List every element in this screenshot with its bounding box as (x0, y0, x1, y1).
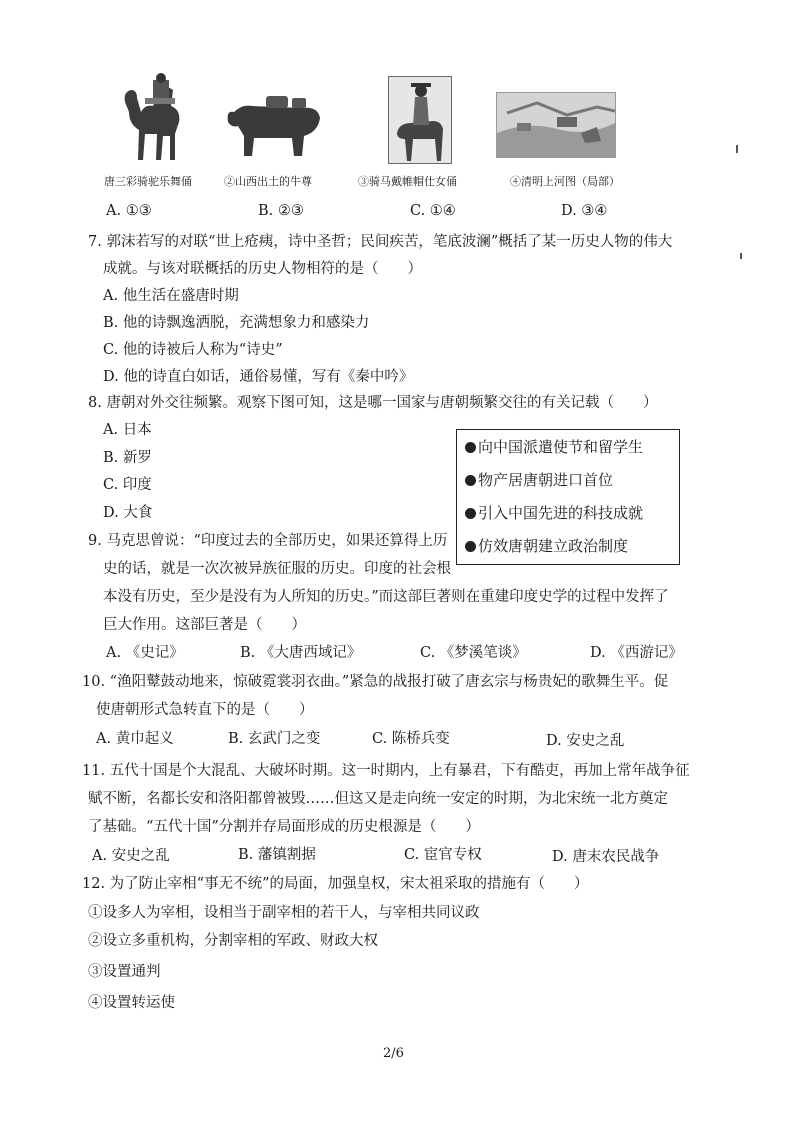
q8-record-box (456, 429, 680, 565)
page-number: 2/6 (383, 1046, 404, 1061)
q9-option-c: C. 《梦溪笔谈》 (420, 645, 527, 661)
q10-option-c: C. 陈桥兵变 (372, 731, 450, 747)
q8-option-d: D. 大食 (103, 505, 153, 521)
q10-option-d: D. 安史之乱 (546, 733, 625, 749)
q11-stem: 11. 五代十国是个大混乱、大破坏时期。这一时期内，上有暴君，下有酷吏，再加上常年战争征 (82, 763, 690, 779)
q12-item-1: ①设多人为宰相，设相当于副宰相的若干人，与宰相共同议政 (88, 905, 480, 921)
q8-option-a: A. 日本 (103, 422, 152, 438)
q6-option-a: A. ①③ (106, 203, 152, 219)
q7-option-d: D. 他的诗直白如话，通俗易懂，写有《秦中吟》 (103, 369, 414, 385)
q8-record-item: 物产居唐朝进口首位 (465, 469, 613, 490)
ox-vessel-icon (222, 92, 332, 160)
q7-option-c: C. 他的诗被后人称为“诗史” (103, 342, 283, 358)
q7-option-a: A. 他生活在盛唐时期 (103, 288, 239, 304)
camel-figurine-icon (115, 72, 190, 164)
q12-item-3: ③设置通判 (88, 964, 161, 980)
q6-option-b: B. ②③ (258, 203, 304, 219)
q10-stem-cont: 使唐朝形式急转直下的是（ ） (96, 702, 314, 718)
q10-stem: 10. “渔阳鼙鼓动地来，惊破霓裳羽衣曲。”紧急的战报打破了唐玄宗与杨贵妃的歌舞生平。促 (82, 674, 669, 690)
q8-stem: 8. 唐朝对外交往频繁。观察下图可知，这是哪一国家与唐朝频繁交往的有关记载（ ） (88, 395, 658, 411)
q12-item-2: ②设立多重机构，分割宰相的军政、财政大权 (88, 933, 378, 949)
horse-rider-image (388, 76, 452, 164)
bullet-dot-icon (465, 541, 476, 552)
q12-stem: 12. 为了防止宰相“事无不统”的局面，加强皇权，宋太祖采取的措施有（ ） (82, 876, 589, 892)
image-caption-3: ③骑马戴帷帽仕女俑 (358, 175, 457, 188)
scan-speck (740, 253, 742, 259)
q7-stem-cont: 成就。与该对联概括的历史人物相符的是（ ） (103, 261, 422, 277)
q8-record-item: 向中国派遣使节和留学生 (465, 436, 643, 457)
q12-item-4: ④设置转运使 (88, 995, 175, 1011)
q6-option-d: D. ③④ (561, 203, 608, 219)
q8-option-c: C. 印度 (103, 477, 152, 493)
horse-rider-icon (389, 77, 451, 163)
q9-option-a: A. 《史记》 (106, 645, 184, 661)
q8-option-b: B. 新罗 (103, 450, 152, 466)
scan-speck (736, 145, 738, 153)
bullet-dot-icon (465, 442, 476, 453)
q8-record-item: 仿效唐朝建立政治制度 (465, 535, 628, 556)
q6-option-c: C. ①④ (410, 203, 456, 219)
q11-stem-cont-1: 赋不断，名都长安和洛阳都曾被毁……但这又是走向统一安定的时期，为北宋统一北方奠定 (88, 791, 668, 807)
q8-record-item: 引入中国先进的科技成就 (465, 502, 643, 523)
q11-option-a: A. 安史之乱 (92, 848, 170, 864)
bullet-dot-icon (465, 475, 476, 486)
q10-option-a: A. 黄巾起义 (96, 731, 174, 747)
painting-scroll-image (496, 92, 616, 158)
q11-option-d: D. 唐末农民战争 (552, 849, 660, 865)
bullet-dot-icon (465, 508, 476, 519)
q9-option-b: B. 《大唐西域记》 (240, 645, 362, 661)
image-caption-1: 唐三彩骑驼乐舞俑 (104, 175, 192, 188)
q11-option-b: B. 藩镇割据 (238, 847, 316, 863)
q9-stem-cont-3: 巨大作用。这部巨著是（ ） (103, 617, 306, 633)
q9-stem: 9. 马克思曾说：“印度过去的全部历史，如果还算得上历 (88, 533, 448, 549)
image-caption-2: ②山西出土的牛尊 (224, 175, 312, 188)
camel-figurine-image (115, 72, 190, 164)
q11-stem-cont-2: 了基础。“五代十国”分割并存局面形成的历史根源是（ ） (88, 819, 480, 835)
q7-option-b: B. 他的诗飘逸洒脱，充满想象力和感染力 (103, 315, 370, 331)
q9-option-d: D. 《西游记》 (590, 645, 683, 661)
painting-scroll-icon (497, 93, 615, 157)
image-caption-4: ④清明上河图（局部） (510, 175, 620, 188)
q9-stem-cont-1: 史的话，就是一次次被异族征服的历史。印度的社会根 (103, 561, 451, 577)
q9-stem-cont-2: 本没有历史，至少是没有为人所知的历史。”而这部巨著则在重建印度史学的过程中发挥了 (103, 589, 669, 605)
q7-stem: 7. 郭沫若写的对联“世上疮痍，诗中圣哲；民间疾苦，笔底波澜”概括了某一历史人物的伟大 (88, 234, 673, 250)
q10-option-b: B. 玄武门之变 (228, 731, 321, 747)
ox-vessel-image (222, 92, 332, 160)
q11-option-c: C. 宦官专权 (404, 847, 482, 863)
